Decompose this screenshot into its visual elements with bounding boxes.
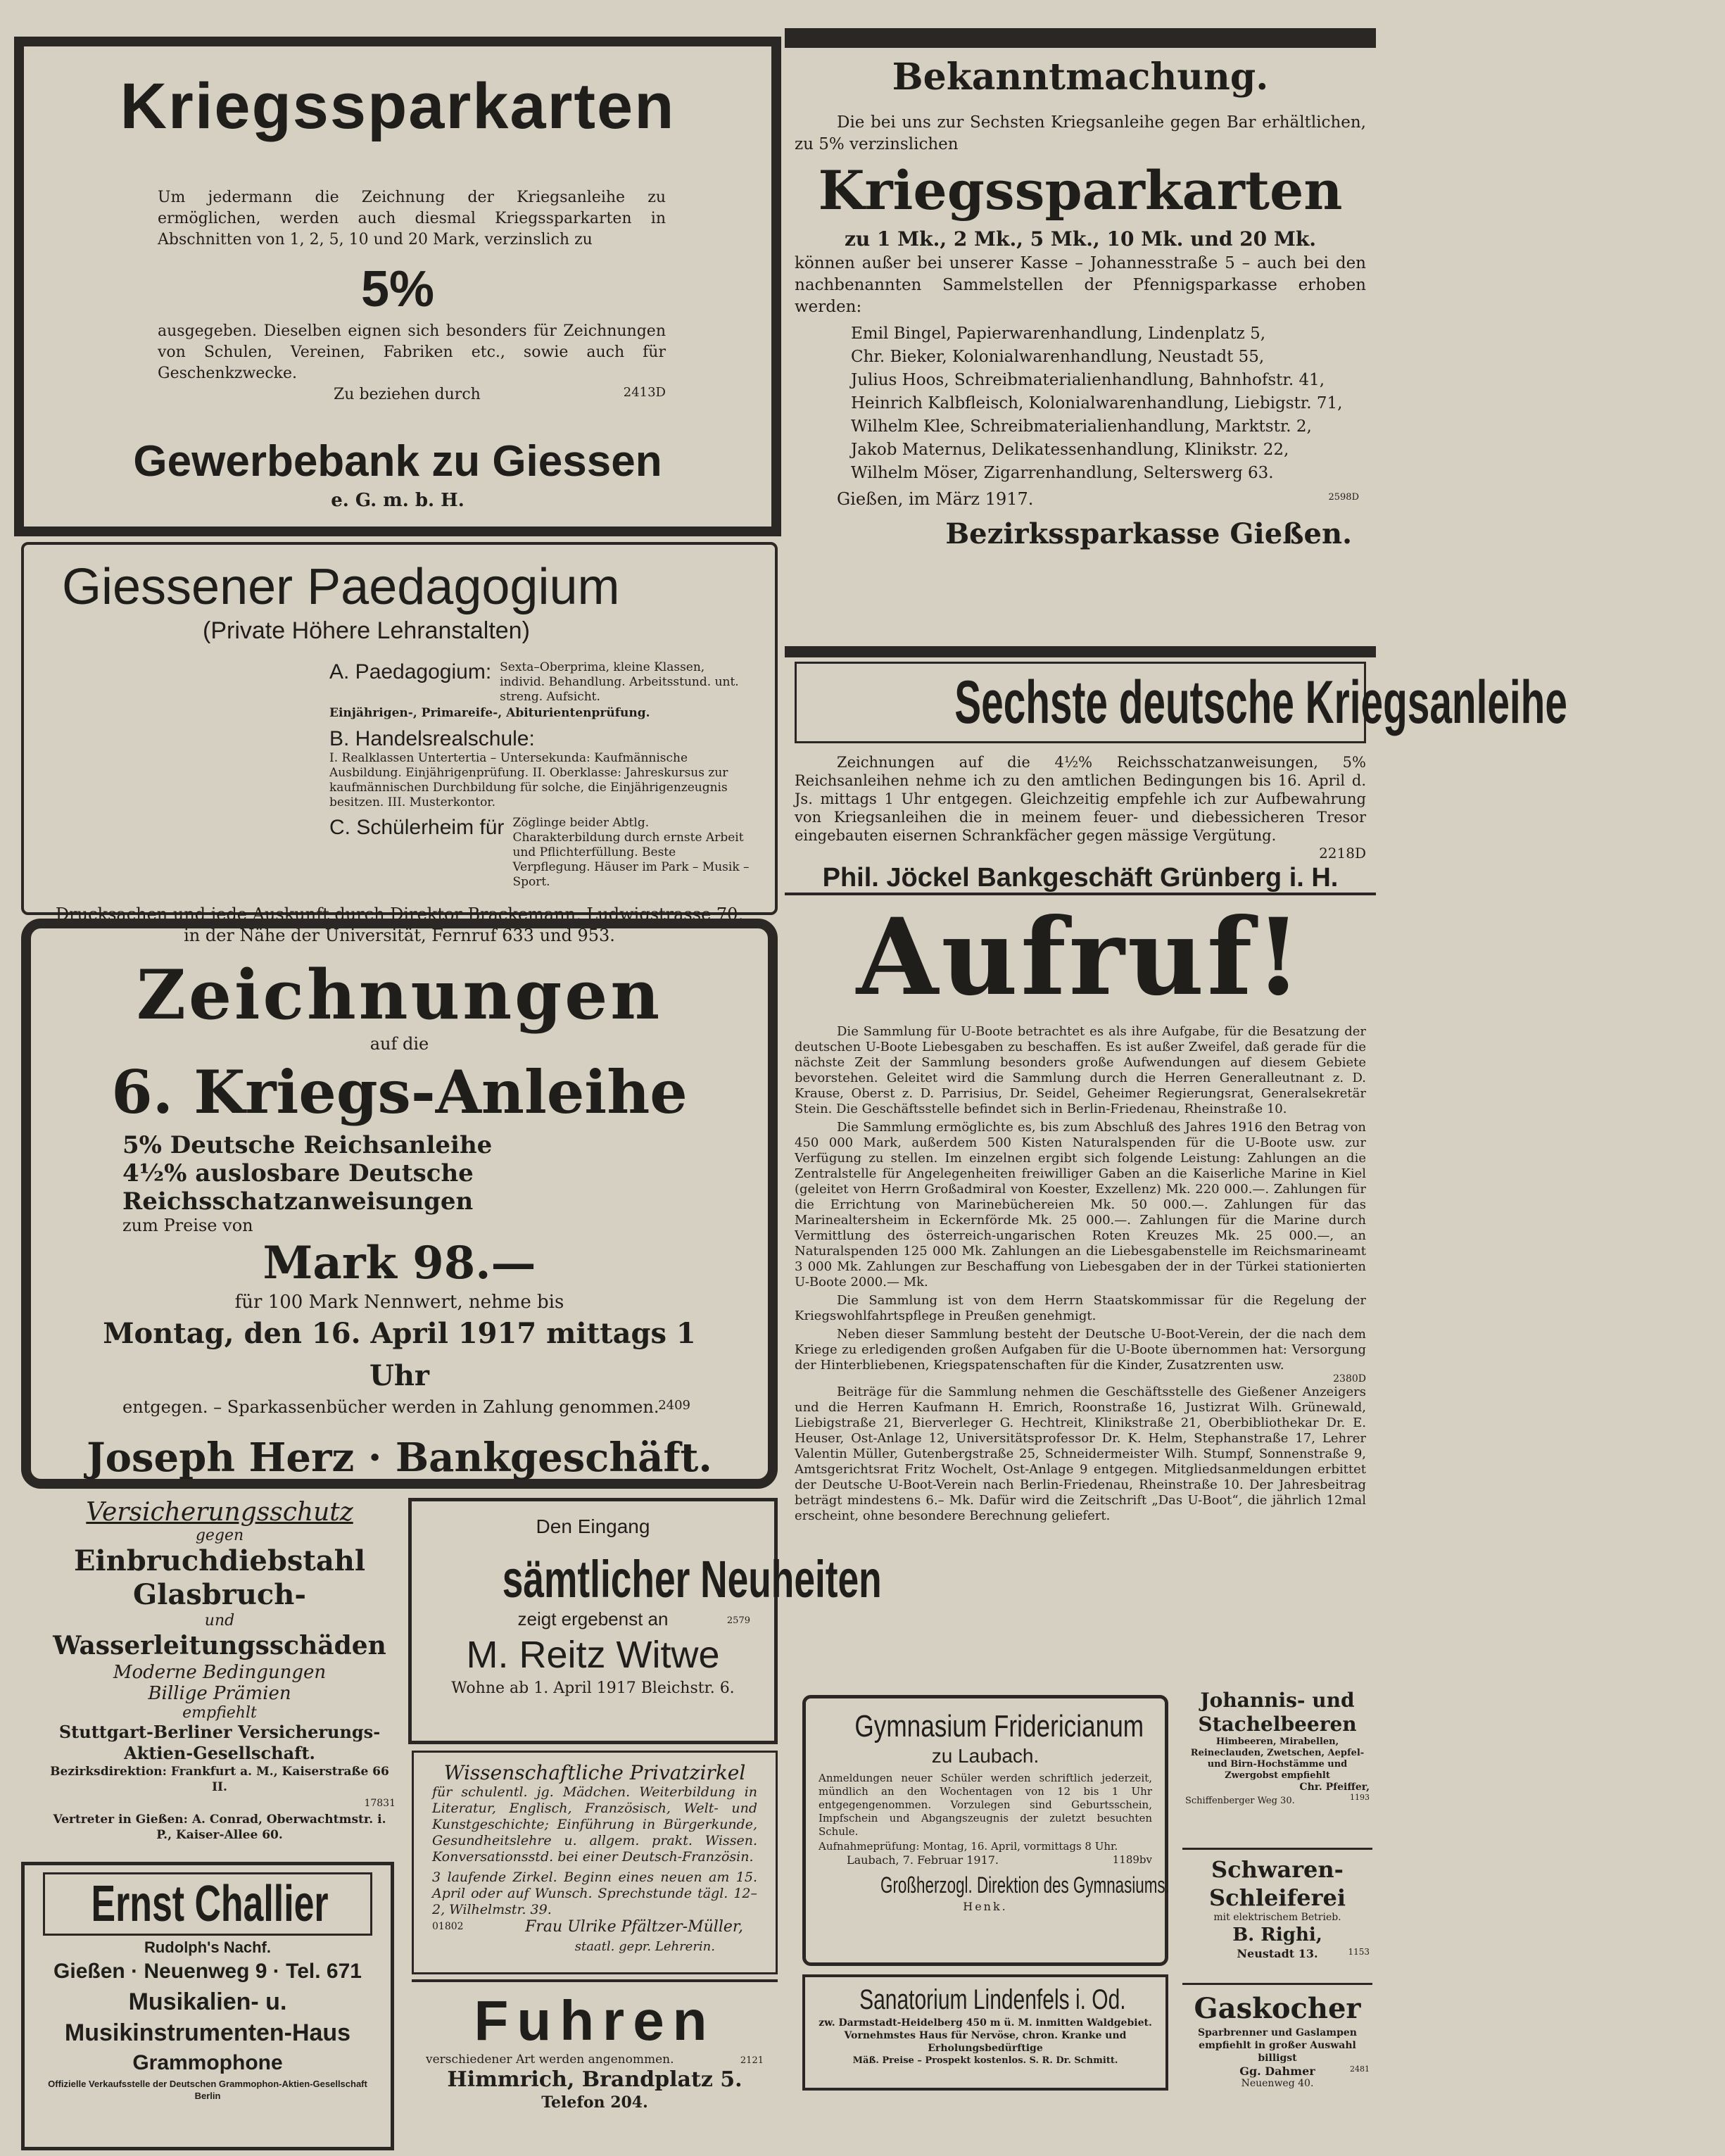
versicherung-line3: Wasserleitungsschäden [53, 1631, 386, 1660]
seller-item: Emil Bingel, Papierwarenhandlung, Lindenplatz 5, [851, 324, 1266, 343]
paedagogium-c-label: C. Schülerheim für [329, 816, 505, 839]
paedagogium-b-label: B. Handelsrealschule: [329, 727, 535, 750]
privatzirkel-name: Frau Ulrike Pfältzer-Müller, [525, 1918, 743, 1936]
versicherung-und: und [204, 1612, 235, 1629]
zeichnungen-auf: auf die [369, 1034, 429, 1054]
zeichnungen-title: Zeichnungen [136, 955, 663, 1035]
versicherung-ad [44, 1498, 396, 1853]
reitz-eingang: Den Eingang [536, 1515, 650, 1537]
sechste-text: Zeichnungen auf die 4½% Reichsschatzanweisungen, 5% Reichsanleihen nehme ich zu den amtlichen Bedingungen bis 16. April d. Js. mittags 1 Uhr entgegen. Gleichzeitig empfehle ich zur Aufbewahrung von Kriegsanleihen die in meinem feuer- und diebessicheren Tresor eingebauten eisernen Schrankfächer gegen mässige Vergütung. [795, 754, 1366, 844]
zeichnungen-loan: 6. Kriegs-Anleihe [111, 1057, 688, 1127]
sanatorium-text: zw. Darmstadt-Heidelberg 450 m ü. M. inmitten Waldgebiet. Vornehmstes Haus für Nervöse, chron. Kranke und Erholungsbedürftige [819, 2017, 1152, 2054]
reitz-ad [408, 1498, 882, 1744]
johannis-ad [1182, 1686, 1372, 1844]
versicherung-bullet2: Billige Prämien [148, 1683, 291, 1704]
paedagogium-ad [21, 542, 778, 945]
aufruf-p5: Beiträge für die Sammlung nehmen die Geschäftsstelle des Gießener Anzeigers und die Herren Kaufmann H. Emrich, Roonstraße 16, Justizrat Wilh. Grünewald, Liebigstraße 21, Bierverleger G. Hechtreit, Klinikstraße 21, Oberbibliothekar Dr. E. Heuser, Ost-Anlage 12, Universitätsprofessor Dr. K. Helm, Stephanstraße 17, Lehrer Valentin Müller, Gutenbergstraße 25, Schneidermeister Wilh. Stumpf, Sonnenstraße 9, Amtsgerichtsrat Fritz Wochelt, Ost-Anlage 9 entgegen. Mitgliedsanmeldungen erbittet der Deutsche U-Boot-Verein nach Berlin-Friedenau, Rheinstraße 10. Der Jahresbeitrag beträgt mindestens 6.– Mk. Dafür wird die Zeitschrift „Das U-Boot“, die jährlich 12mal erscheint, ohne besondere Berechnung geliefert. [795, 1385, 1366, 1523]
bekanntmachung-ad [785, 53, 1376, 644]
gaskocher-address: Neuenweg 40. [1241, 2078, 1314, 2089]
kriegssparkarten-rate: 5% [360, 261, 435, 317]
gewerbebank-name: Gewerbebank zu Giessen [133, 437, 662, 486]
kriegssparkarten-intro: Um jedermann die Zeichnung der Kriegsanleihe zu ermöglichen, werden auch diesmal Kriegssparkarten in Abschnitten von 1, 2, 5, 10 und 20 Mark, verzinslich zu [158, 189, 666, 248]
challier-ad [21, 1862, 394, 2150]
versicherung-bullet1: Moderne Bedingungen [113, 1662, 327, 1683]
sanatorium-ad [802, 1974, 1168, 2091]
gymnasium-title: Gymnasium Fridericianum [854, 1709, 1144, 1744]
gymnasium-exam: Aufnahmeprüfung: Montag, 16. April, vormittags 8 Uhr. [819, 1840, 1118, 1853]
zeichnungen-accept: entgegen. – Sparkassenbücher werden in Zahlung genommen. [122, 1397, 659, 1417]
johannis-name: Chr. Pfeiffer, [1299, 1782, 1370, 1793]
zeichnungen-price: Mark 98.— [263, 1237, 536, 1290]
gaskocher-ref: 2481 [1350, 2064, 1370, 2074]
reitz-name: M. Reitz Witwe [466, 1634, 720, 1676]
challier-line3: Grammophone [132, 2051, 283, 2074]
sechste-ad [785, 662, 1567, 893]
paedagogium-b-text: I. Realklassen Untertertia – Untersekunda: Kaufmännische Ausbildung. Einjährigenprüfung. II. Oberklasse: Jahreskursus zur kaufmännischen Durchbildung für solche, die Einjährigenzeugnis besitzen. III. Musterkontor. [329, 751, 728, 809]
fuhren-tel: Telefon 204. [541, 2093, 648, 2112]
sanatorium-footer: Mäß. Preise – Prospekt kostenlos. S. R. Dr. Schmitt. [852, 2055, 1118, 2066]
versicherung-company: Stuttgart-Berliner Versicherungs-Aktien-Gesellschaft. [58, 1722, 381, 1763]
reitz-wohne: Wohne ab 1. April 1917 Bleichstr. 6. [451, 1679, 735, 1697]
paedagogium-subtitle: (Private Höhere Lehranstalten) [203, 617, 530, 644]
zeichnungen-price-prefix: zum Preise von [122, 1216, 253, 1235]
bekanntmachung-intro: Die bei uns zur Sechsten Kriegsanleihe gegen Bar erhältlichen, zu 5% verzinslichen [795, 113, 1366, 153]
versicherung-gegen: gegen [195, 1527, 244, 1544]
fuhren-title: Fuhren [474, 1989, 716, 2052]
aufruf-ref: 2380D [1333, 1373, 1366, 1385]
aufruf-p2: Die Sammlung ermöglichte es, bis zum Abschluß des Jahres 1916 den Betrag von 450 000 Mark, außerdem 500 Kisten Naturalspenden für die U-Boote usw. zur Verfügung zu stellen. Im einzelnen ergibt sich folgende Leistung: Zahlungen an die Zentralstelle für Angelegenheiten freiwilliger Gaben an die Kaiserliche Marine in Kiel (geleitet von Herrn Großadmiral von Koester, Exzellenz) Mk. 220 000.—. Zahlungen für die Errichtung von Marinebüchereien Mk. 50 000.—. Zahlungen für das Marinealtersheim in Eckernförde Mk. 25 000.—. Zahlungen für die Marine durch Vermittlung des österreich-ungarischen Roten Kreuzes Mk. 25 000.—, an Naturalspenden 125 000 Mk. Zahlungen an die Liebesgabenstelle im Reichsmarineamt 3 000 Mk. Zahlungen zur Beschaffung von Liebesgaben der in der Türkei stationierten U-Boote 2000.— Mk. [795, 1120, 1366, 1290]
challier-line2: Musikinstrumenten-Haus [64, 2019, 351, 2046]
seller-item: Chr. Bieker, Kolonialwarenhandlung, Neustadt 55, [851, 348, 1265, 366]
schleiferei-address: Neustadt 13. [1237, 1947, 1318, 1960]
aufruf-p4: Neben dieser Sammlung besteht der Deutsche U-Boot-Verein, der die nach dem Kriege zu erledigenden großen Aufgaben für die U-Boote übernommen hat: Versorgung der Hinterbliebenen, Kriegspatenschaften für die Kinder, Zusatzrenten usw. [795, 1327, 1366, 1373]
bekanntmachung-headline: Kriegssparkarten [818, 159, 1343, 222]
kriegssparkarten-ad [14, 37, 781, 536]
bekanntmachung-amounts: zu 1 Mk., 2 Mk., 5 Mk., 10 Mk. und 20 Mk. [844, 227, 1317, 251]
schleiferei-ref: 1153 [1348, 1947, 1370, 1957]
schleiferei-sub: mit elektrischem Betrieb. [1213, 1912, 1341, 1923]
reitz-ref: 2579 [726, 1615, 750, 1626]
gymnasium-ad [802, 1695, 1168, 1966]
gymnasium-name: Henk. [963, 1900, 1008, 1913]
bekanntmachung-text: können außer bei unserer Kasse – Johannesstraße 5 – auch bei den nachbenannten Sammelstellen der Pfennigsparkasse erhoben werden: [795, 254, 1366, 316]
challier-name: Ernst Challier [91, 1876, 329, 1932]
paedagogium-a-label: A. Paedagogium: [329, 660, 492, 683]
paedagogium-a-text: Sexta–Oberprima, kleine Klassen, individ. Behandlung. Arbeitsstund. unt. streng. Aufsicht. [500, 660, 739, 704]
privatzirkel-title2: staatl. gepr. Lehrerin. [574, 1939, 715, 1954]
gaskocher-name: Gg. Dahmer [1239, 2064, 1315, 2078]
sechste-signature: Phil. Jöckel Bankgeschäft Grünberg i. H. [822, 863, 1339, 893]
mid-rule [785, 646, 1376, 657]
challier-footer: Offizielle Verkaufsstelle der Deutschen Grammophon-Aktien-Gesellschaft Berlin [48, 2079, 367, 2101]
zeichnungen-bank: Joseph Herz · Bankgeschäft. [87, 1435, 712, 1481]
gaskocher-text: Sparbrenner und Gaslampen empfiehlt in großer Auswahl billigst [1198, 2027, 1357, 2064]
challier-nachf: Rudolph's Nachf. [144, 1938, 271, 1956]
versicherung-line2: Glasbruch- [133, 1578, 306, 1611]
seller-item: Wilhelm Möser, Zigarrenhandlung, Selterswerg 63. [851, 464, 1274, 482]
johannis-address: Schiffenberger Weg 30. [1185, 1796, 1295, 1806]
kriegssparkarten-text: ausgegeben. Dieselben eignen sich besonders für Zeichnungen von Schulen, Vereinen, Fabriken etc., sowie auch für Geschenkzwecke. [158, 322, 666, 382]
schleiferei-name: B. Righi, [1232, 1924, 1322, 1946]
bekanntmachung-place-date: Gießen, im März 1917. [837, 489, 1034, 509]
bekanntmachung-signature: Bezirkssparkasse Gießen. [945, 517, 1352, 550]
privatzirkel-title: Wissenschaftliche Privatzirkel [443, 1761, 746, 1784]
paedagogium-a-exams: Einjährigen-, Primareife-, Abiturientenprüfung. [329, 706, 650, 720]
gewerbebank-suffix: e. G. m. b. H. [331, 490, 465, 511]
seller-item: Jakob Maternus, Delikatessenhandlung, Klinikstr. 22, [851, 441, 1289, 459]
gaskocher-title: Gaskocher [1194, 1992, 1361, 2025]
top-rule [785, 28, 1376, 48]
schleiferei-ad [1182, 1848, 1372, 1985]
challier-line1: Musikalien- u. [128, 1988, 287, 2015]
sanatorium-title: Sanatorium Lindenfels i. Od. [859, 1984, 1126, 2015]
aufruf-p3: Die Sammlung ist von dem Herrn Staatskommissar für die Regelung der Kriegswohlfahrtspflege in Preußen genehmigt. [795, 1293, 1366, 1323]
versicherung-empfiehlt: empfiehlt [182, 1704, 257, 1722]
reitz-zeigt: zeigt ergebenst an [517, 1608, 669, 1629]
fuhren-ref: 2121 [740, 2055, 764, 2066]
johannis-title: Johannis- und Stachelbeeren [1198, 1689, 1357, 1736]
fuhren-text: verschiedener Art werden angenommen. [426, 2053, 674, 2067]
kriegssparkarten-title: Kriegssparkarten [120, 70, 676, 142]
gymnasium-direktion: Großherzogl. Direktion des Gymnasiums. [880, 1872, 1170, 1898]
kriegssparkarten-ref: 2413D [623, 385, 666, 400]
fuhren-ad [412, 1979, 778, 2148]
bekanntmachung-title: Bekanntmachung. [892, 56, 1269, 99]
zeichnungen-ad [21, 919, 778, 1489]
zeichnungen-line2: 4½% auslosbare Deutsche Reichsschatzanweisungen [122, 1159, 474, 1216]
challier-address: Gießen · Neuenweg 9 · Tel. 671 [53, 1960, 362, 1983]
versicherung-header: Versicherungsschutz [86, 1498, 353, 1527]
johannis-text: Himbeeren, Mirabellen, Reineclauden, Zwetschen, Aepfel- und Birn-Hochstämme und Zwergobst empfiehlt [1190, 1736, 1365, 1781]
gymnasium-ref: 1189bv [1112, 1853, 1152, 1866]
versicherung-vertreter: Vertreter in Gießen: A. Conrad, Oberwachtmstr. i. P., Kaiser-Allee 60. [53, 1813, 386, 1842]
aufruf-title: Aufruf! [856, 895, 1305, 1019]
zeichnungen-deadline: Montag, den 16. April 1917 mittags 1 Uhr [103, 1317, 696, 1392]
zeichnungen-line1: 5% Deutsche Reichsanleihe [122, 1131, 493, 1159]
gaskocher-ad [1182, 1988, 1372, 2147]
gymnasium-place: zu Laubach. [931, 1745, 1040, 1767]
versicherung-line1: Einbruchdiebstahl [73, 1544, 366, 1577]
seller-item: Julius Hoos, Schreibmaterialienhandlung, Bahnhofstr. 41, [851, 371, 1325, 389]
seller-item: Wilhelm Klee, Schreibmaterialienhandlung, Marktstr. 2, [851, 417, 1312, 436]
zeichnungen-nominal: für 100 Mark Nennwert, nehme bis [234, 1292, 564, 1313]
fuhren-name: Himmrich, Brandplatz 5. [447, 2067, 743, 2092]
privatzirkel-text2: 3 laufende Zirkel. Beginn eines neuen am 15. April oder auf Wunsch. Sprechstunde tägl. 12–2, Wilhelmstr. 39. [432, 1870, 757, 1917]
reitz-neuheiten: sämtlicher Neuheiten [502, 1550, 882, 1608]
aufruf-p1: Die Sammlung für U-Boote betrachtet es als ihre Aufgabe, für die Besatzung der deutschen U-Boote Liebesgaben zu beschaffen. Es ist außer Zweifel, daß gerade für die nächste Zeit der Sammlung besonders große Aufwendungen auf diesem Gebiete bevorstehen. Geleitet wird die Sammlung durch die Herren Generalleutnant z. D. Krause, Oberst z. D. Parrisius, Dr. Seidel, Geheimer Regierungsrat, Generalsekretär Stein. Die Geschäftsstelle befindet sich in Berlin-Friedenau, Rheinstraße 10. [795, 1024, 1366, 1116]
privatzirkel-text: für schulentl. jg. Mädchen. Weiterbildung in Literatur, Englisch, Französisch, Welt- und Kunstgeschichte; Einführung in Bürgerkunde, Gesundheitslehre u. allgem. prakt. Wissen. Konversationsstd. bei einer Deutsch-Französin. [432, 1784, 757, 1865]
gymnasium-date: Laubach, 7. Februar 1917. [847, 1853, 999, 1867]
versicherung-direktion: Bezirksdirektion: Frankfurt a. M., Kaiserstraße 66 II. [50, 1765, 389, 1794]
johannis-ref: 1193 [1350, 1793, 1370, 1802]
paedagogium-footer: Drucksachen und jede Auskunft durch Direktor Brackemann, Ludwigstrasse 70, in der Nähe der Universität, Fernruf 633 und 953. [55, 904, 744, 945]
paedagogium-title: Giessener Paedagogium [62, 559, 620, 615]
seller-item: Heinrich Kalbfleisch, Kolonialwarenhandlung, Liebigstr. 71, [851, 394, 1343, 412]
privatzirkel-ref: 01802 [432, 1921, 464, 1932]
versicherung-ref: 17831 [364, 1798, 396, 1809]
privatzirkel-ad [412, 1751, 778, 1974]
kriegssparkarten-obtain: Zu beziehen durch [334, 386, 481, 403]
paedagogium-c-text: Zöglinge beider Abtlg. Charakterbildung durch ernste Arbeit und Pflichterfüllung. Beste Verpflegung. Häuser im Park – Musik – Sport. [512, 816, 750, 889]
gymnasium-text: Anmeldungen neuer Schüler werden schriftlich jederzeit, mündlich an den Wochentagen von 12 bis 1 Uhr entgegengenommen. Vorzulegen sind Geburtsschein, Impfschein und Abgangszeugnis der zuletzt besuchten Schule. [819, 1772, 1152, 1838]
schleiferei-title: Schwaren-Schleiferei [1208, 1856, 1346, 1911]
zeichnungen-ref: 2409 [658, 1398, 690, 1413]
sechste-title: Sechste deutsche Kriegsanleihe [954, 669, 1567, 736]
aufruf-ad [785, 897, 1376, 1679]
sechste-ref: 2218D [1319, 845, 1366, 862]
bekanntmachung-ref: 2598D [1328, 492, 1359, 503]
